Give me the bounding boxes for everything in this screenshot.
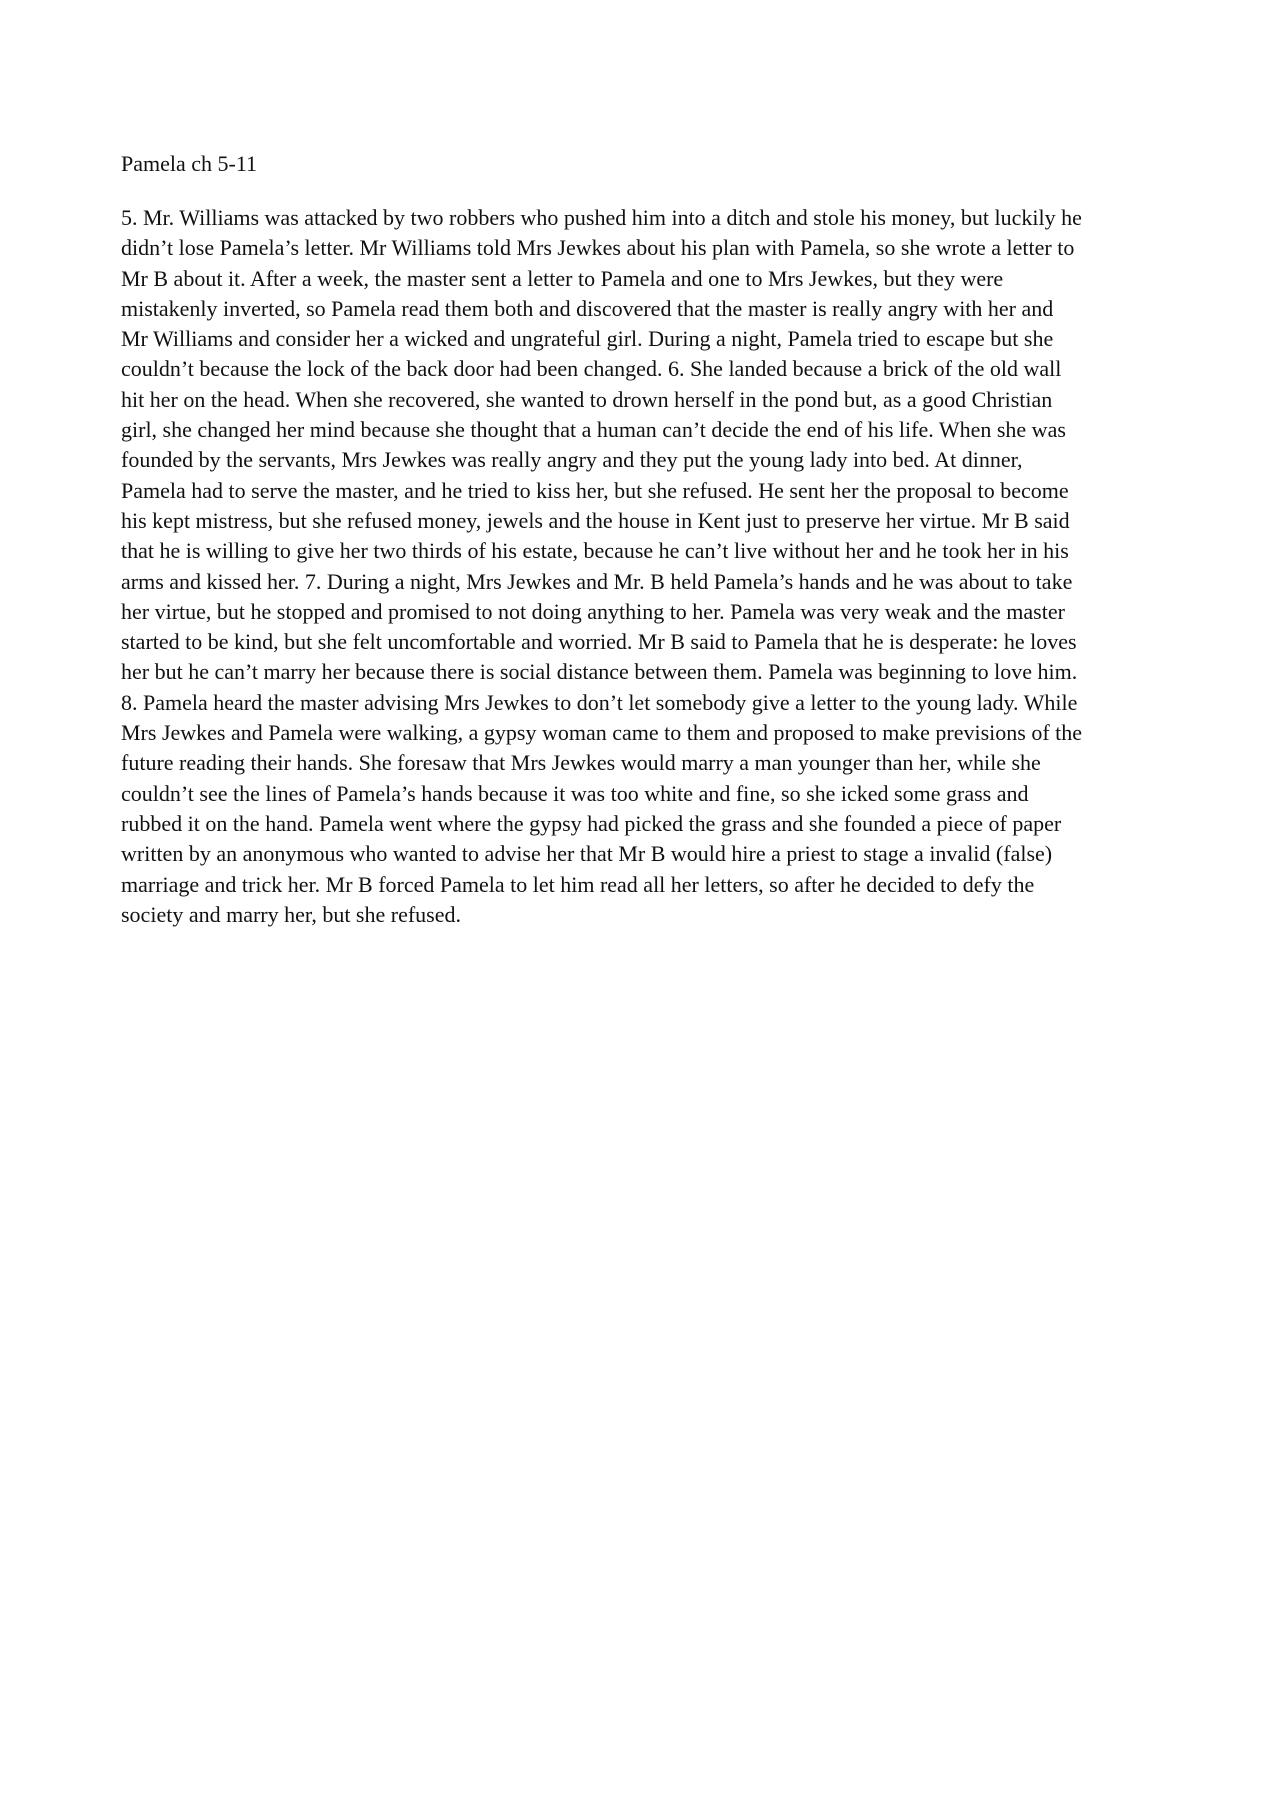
- body-line: her virtue, but he stopped and promised to not doing anything to her. Pamela was very weak and the master: [121, 598, 1065, 624]
- document-body: [121, 203, 1181, 930]
- body-line: arms and kissed her. 7. During a night, Mrs Jewkes and Mr. B held Pamela’s hands and he was about to take: [121, 568, 1073, 594]
- document-title: Pamela ch 5-11: [121, 151, 258, 176]
- body-line: hit her on the head. When she recovered, she wanted to drown herself in the pond but, as a good Christian: [121, 386, 1053, 412]
- body-line: Mr Williams and consider her a wicked and ungrateful girl. During a night, Pamela tried to escape but she: [121, 326, 1054, 352]
- body-line: her but he can’t marry her because there is social distance between them. Pamela was beginning to love him.: [121, 659, 1078, 685]
- body-line: founded by the servants, Mrs Jewkes was really angry and they put the young lady into bed. At dinner,: [121, 447, 1023, 473]
- body-line: Mrs Jewkes and Pamela were walking, a gypsy woman came to them and proposed to make previsions of the: [121, 720, 1083, 746]
- body-line: future reading their hands. She foresaw that Mrs Jewkes would marry a man younger than her, while she: [121, 750, 1041, 776]
- body-line: couldn’t see the lines of Pamela’s hands because it was too white and fine, so she icked some grass and: [121, 780, 1029, 806]
- body-line: girl, she changed her mind because she thought that a human can’t decide the end of his life. When she was: [121, 417, 1066, 443]
- body-line: marriage and trick her. Mr B forced Pamela to let him read all her letters, so after he decided to defy the: [121, 871, 1035, 897]
- body-line: mistakenly inverted, so Pamela read them both and discovered that the master is really angry with her and: [121, 295, 1054, 321]
- body-line: 5. Mr. Williams was attacked by two robbers who pushed him into a ditch and stole his money, but luckily he: [121, 205, 1082, 230]
- body-line: his kept mistress, but she refused money, jewels and the house in Kent just to preserve her virtue. Mr B said: [121, 507, 1070, 533]
- body-line: Mr B about it. After a week, the master sent a letter to Pamela and one to Mrs Jewkes, but they were: [121, 265, 1004, 291]
- body-line: didn’t lose Pamela’s letter. Mr Williams told Mrs Jewkes about his plan with Pamela, so she wrote a letter to: [121, 235, 1075, 261]
- body-line: written by an anonymous who wanted to advise her that Mr B would hire a priest to stage a invalid (false): [121, 841, 1053, 867]
- body-line: started to be kind, but she felt uncomfortable and worried. Mr B said to Pamela that he is desperate: he loves: [121, 629, 1077, 655]
- body-line: couldn’t because the lock of the back door had been changed. 6. She landed because a brick of the old wall: [121, 356, 1062, 382]
- body-line: rubbed it on the hand. Pamela went where the gypsy had picked the grass and she founded a piece of paper: [121, 810, 1062, 836]
- body-line: society and marry her, but she refused.: [121, 901, 462, 927]
- body-line: that he is willing to give her two thirds of his estate, because he can’t live without her and he took her in his: [121, 538, 1069, 564]
- body-line: Pamela had to serve the master, and he tried to kiss her, but she refused. He sent her the proposal to become: [121, 477, 1069, 503]
- body-line: 8. Pamela heard the master advising Mrs Jewkes to don’t let somebody give a letter to the young lady. While: [121, 689, 1078, 715]
